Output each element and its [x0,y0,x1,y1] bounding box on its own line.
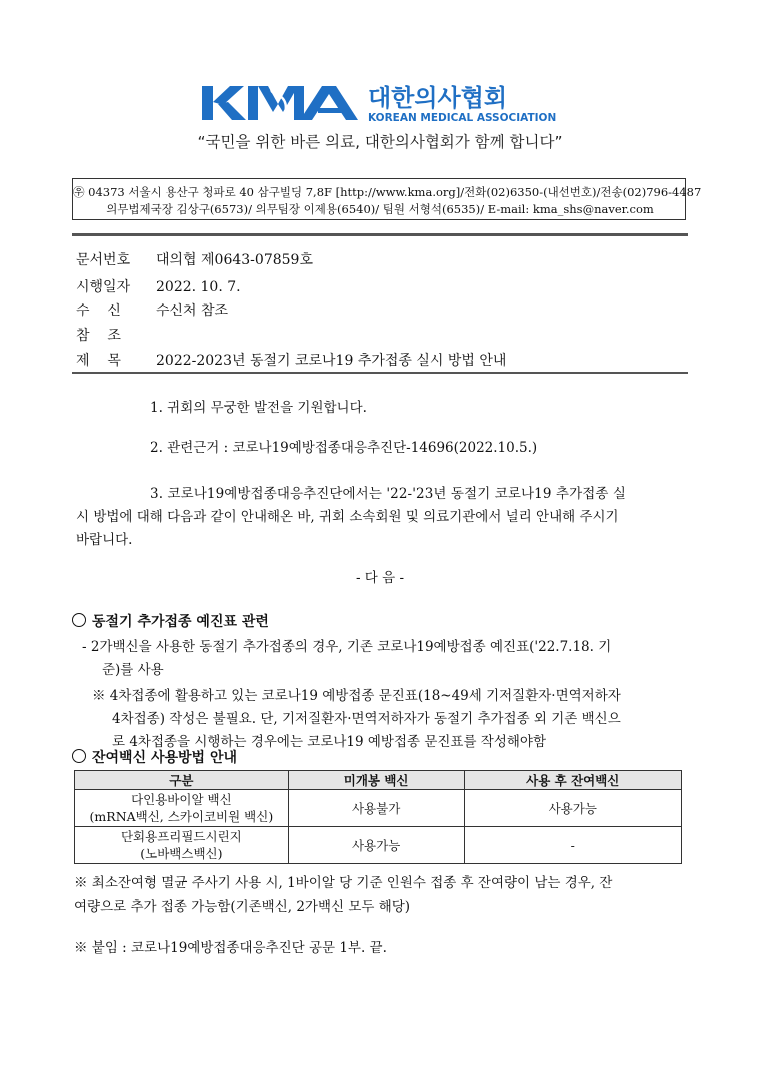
divider-meta [72,372,688,374]
table-row [75,827,682,864]
paragraph-3-line-3: 바랍니다. [76,532,133,548]
section-2-heading [72,747,237,767]
section-1-heading [72,611,269,631]
section-1-item-line-1: - 2가백신을 사용한 동절기 추가접종의 경우, 기존 코로나19예방접종 예진표('22.7.18. 기 [82,639,612,655]
type-line-1: 다인용바이알 백신 [131,792,232,807]
paragraph-3-line-1: 3. 코로나19예방접종대응추진단에서는 '22-'23년 동절기 코로나19 추가접종 실 [150,486,627,502]
contact-line-1: ㉾ 04373 서울시 용산구 청파로 40 삼구빌딩 7,8F [http://www.kma.org]/전화(02)6350-(내선번호)/전송(02)796-4487 [73,185,702,199]
meta-reference [76,325,156,345]
attachment-note: ※ 붙임 : 코로나19예방접종대응추진단 공문 1부. 끝. [74,940,387,956]
paragraph-3-line-2: 시 방법에 대해 다음과 같이 안내해온 바, 귀회 소속회원 및 의료기관에서 널리 안내해 주시기 [76,509,619,525]
meta-doc-number [76,249,313,269]
meta-label: 제 목 [76,353,121,369]
type-line-2: (mRNA백신, 스카이코비원 백신) [89,809,274,824]
type-line-2: (노바백스백신) [140,846,223,861]
paragraph-1: 1. 귀회의 무궁한 발전을 기원합니다. [150,400,367,416]
contact-box [72,178,702,220]
meta-label: 참 조 [76,328,121,344]
meta-value: 대의협 제0643-07859호 [156,252,313,268]
meta-value: 수신처 참조 [156,303,229,319]
table-cell-type [75,790,289,827]
table-cell-type [75,827,289,864]
slogan: “국민을 위한 바른 의료, 대한의사협회가 함께 합니다” [197,133,563,151]
meta-value: 2022-2023년 동절기 코로나19 추가접종 실시 방법 안내 [156,353,507,369]
section-1-note-line-3: 로 4차접종을 시행하는 경우에는 코로나19 예방접종 문진표를 작성해야함 [112,734,546,750]
table-header: 미개봉 백신 [288,771,464,790]
section-1-note-line-1: ※ 4차접종에 활용하고 있는 코로나19 예방접종 문진표(18~49세 기저질환자·면역저하자 [92,688,621,704]
table-cell-leftover: - [464,827,681,864]
paragraph-2: 2. 관련근거 : 코로나19예방접종대응추진단-14696(2022.10.5.) [150,440,538,456]
logo-korean-name: 대한의사협회 [368,84,508,112]
kma-logo [196,80,576,128]
circle-bullet-icon [72,613,86,627]
kma-logo-graphic [196,80,576,128]
table-header-row [75,771,682,790]
leftover-vaccine-table [74,770,682,864]
circle-bullet-icon [72,749,86,763]
section-2-note-line-2: 여량으로 추가 접종 가능함(기존백신, 2가백신 모두 해당) [74,899,411,915]
meta-value: 2022. 10. 7. [156,279,241,295]
section-1-item-line-2: 준)를 사용 [102,662,164,678]
meta-date [76,276,241,296]
meta-subject [76,350,506,370]
section-1-note-line-2: 4차접종) 작성은 불필요. 단, 기저질환자·면역저하자가 동절기 추가접종 외 기존 백신으 [112,711,621,727]
logo-english-name: KOREAN MEDICAL ASSOCIATION [368,112,557,124]
table-cell-leftover: 사용가능 [464,790,681,827]
table-cell-unopened: 사용가능 [288,827,464,864]
section-2-title: 잔여백신 사용방법 안내 [92,750,237,766]
meta-label: 시행일자 [76,279,131,295]
table-cell-unopened: 사용불가 [288,790,464,827]
meta-recipient [76,300,228,320]
table-header: 구분 [75,771,289,790]
meta-label: 수 신 [76,303,121,319]
section-2-note-line-1: ※ 최소잔여형 멸균 주사기 사용 시, 1바이알 당 기준 인원수 접종 후 잔여량이 남는 경우, 잔 [74,875,613,891]
divider-top [72,233,688,236]
divider-text: - 다 음 - [355,570,405,586]
section-1-title: 동절기 추가접종 예진표 관련 [92,614,269,630]
meta-label: 문서번호 [76,252,131,268]
table-row [75,790,682,827]
type-line-1: 단회용프리필드시린지 [120,829,242,844]
table-header: 사용 후 잔여백신 [464,771,681,790]
contact-line-2: 의무법제국장 김상구(6573)/ 의무팀장 이제용(6540)/ 팀원 서형석(6535)/ E-mail: kma_shs@naver.com [106,202,654,216]
